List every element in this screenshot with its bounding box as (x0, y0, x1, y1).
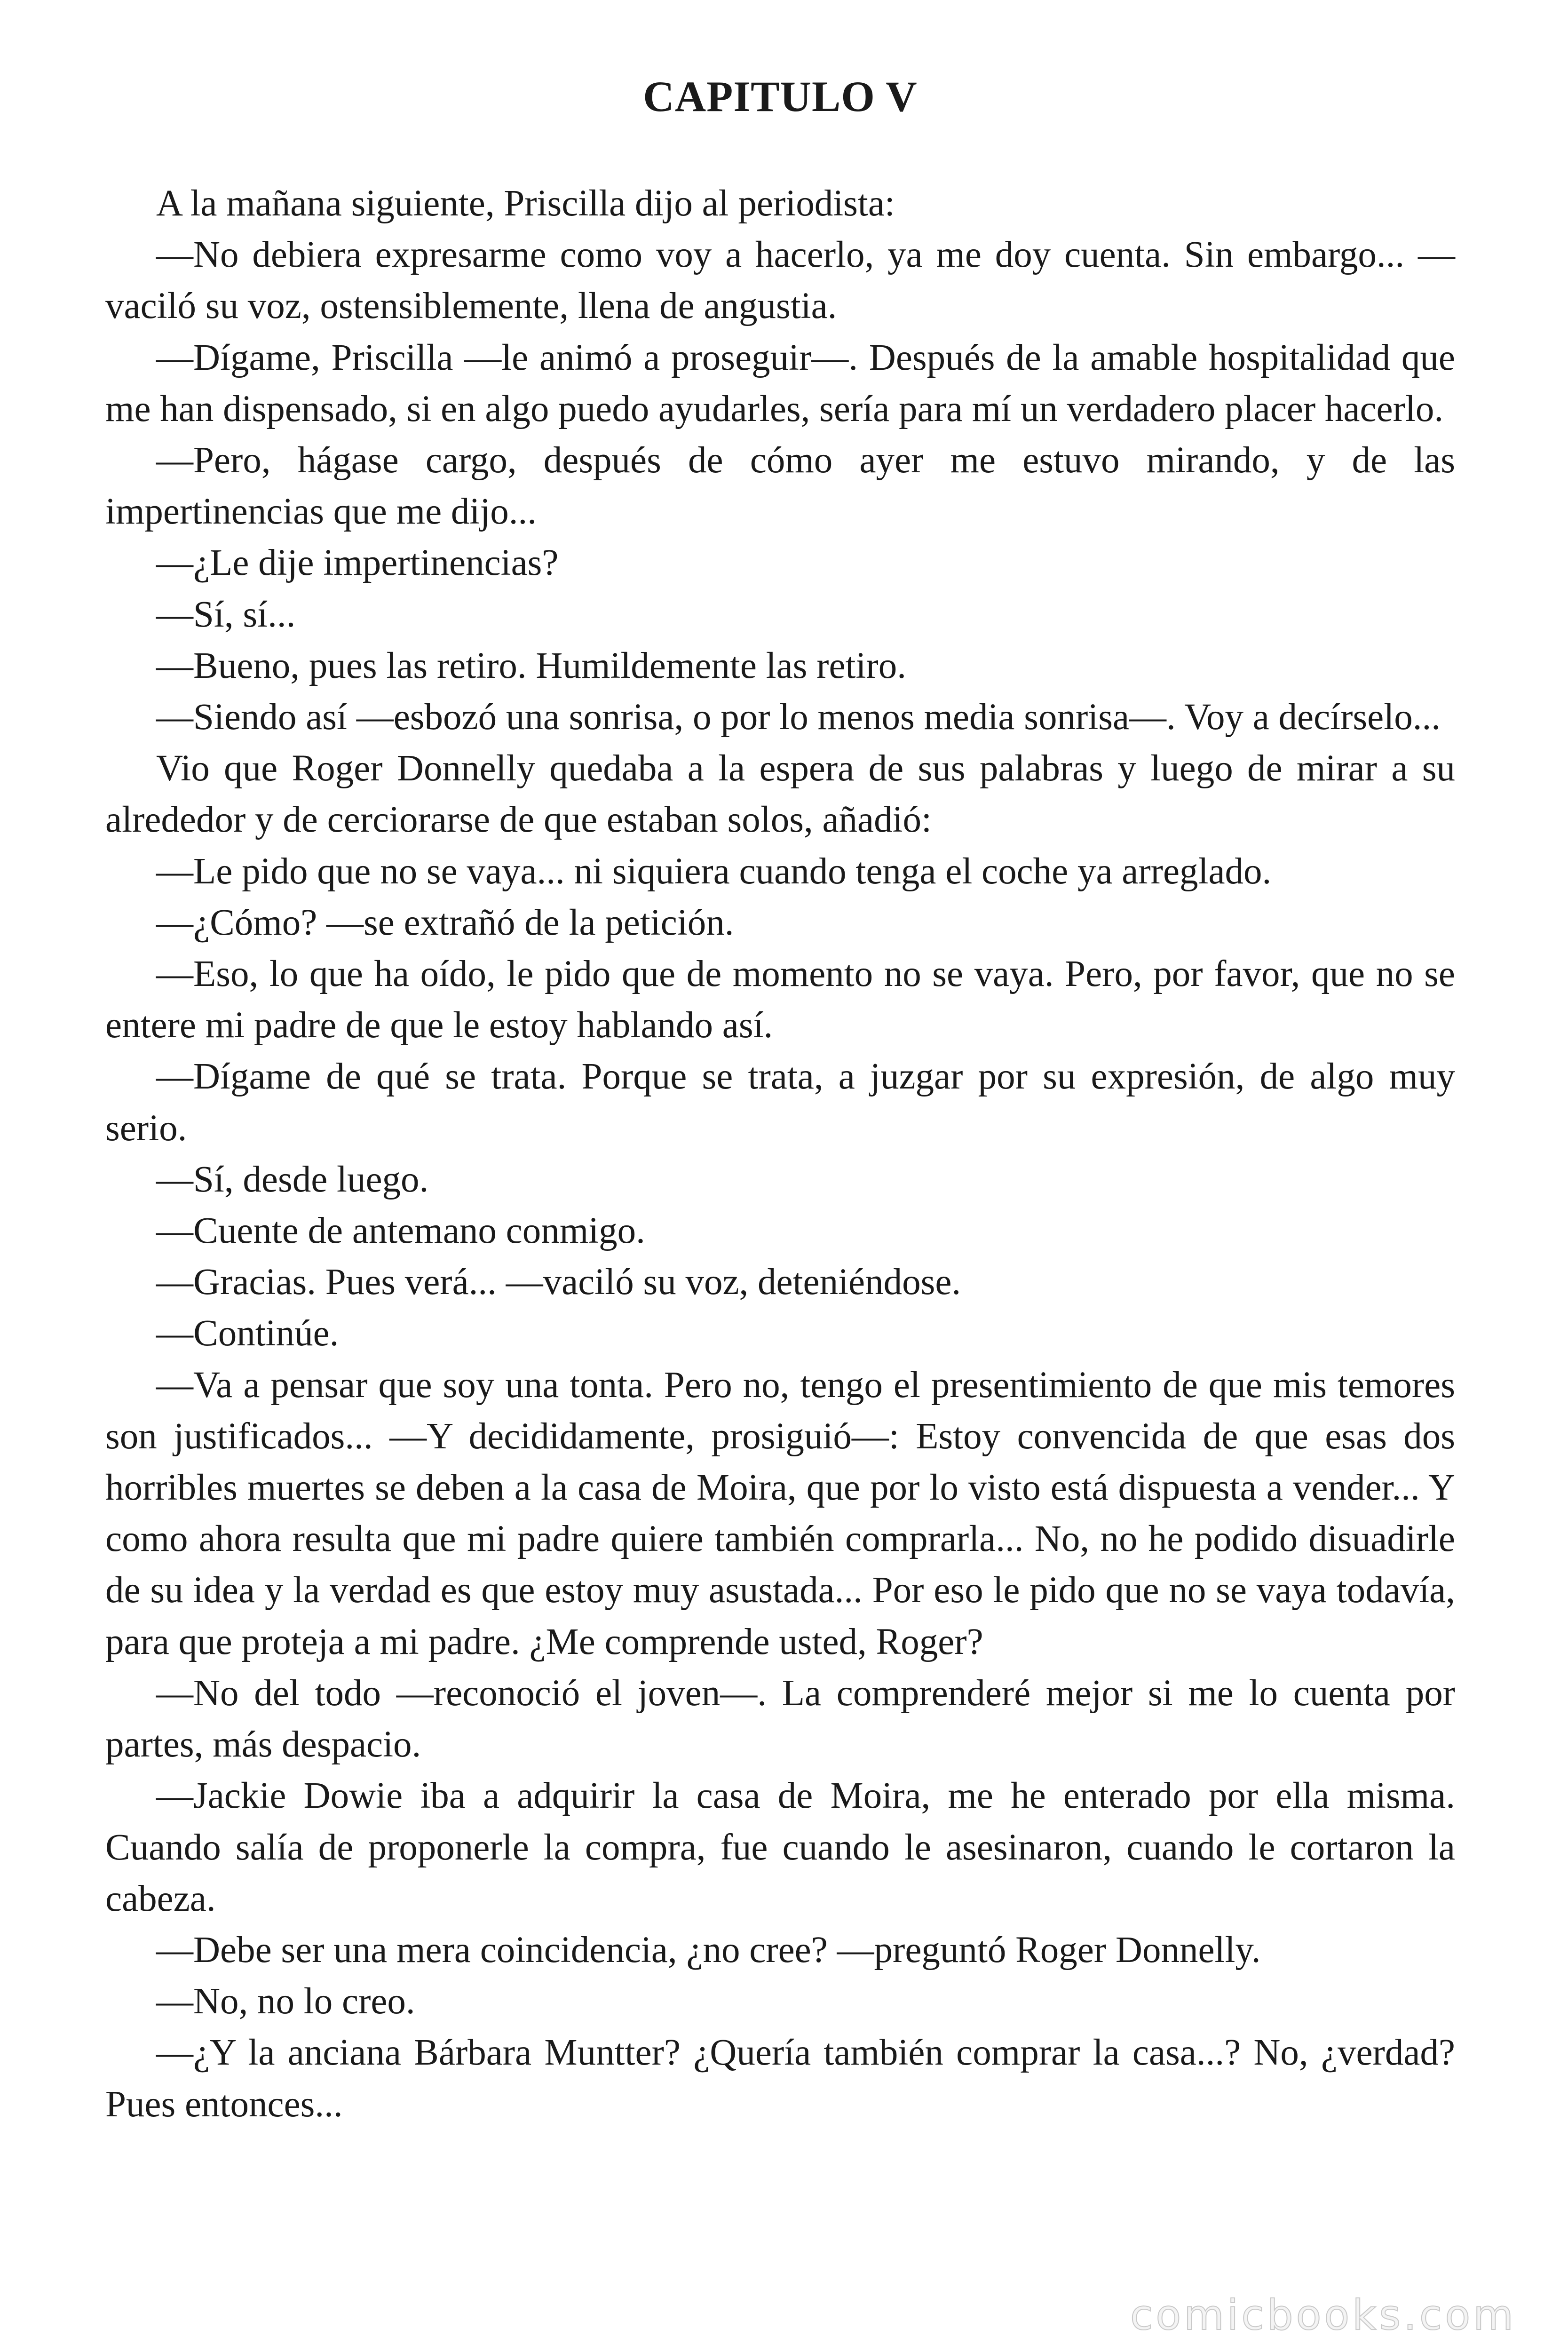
paragraph: —Continúe. (156, 1313, 339, 1354)
paragraph: —No, no lo creo. (156, 1981, 415, 2022)
site-watermark: comicbooks.com (1130, 2291, 1516, 2339)
paragraph: A la mañana siguiente, Priscilla dijo al periodista: (156, 183, 895, 224)
paragraph: Vio que Roger Donnelly quedaba a la espera de sus palabras y luego de mirar a su alrededor y de cerciorarse de que estaban solos, añadió: (105, 748, 1455, 841)
paragraph: —¿Le dije impertinencias? (156, 542, 559, 584)
paragraph: —Dígame, Priscilla —le animó a proseguir—. Después de la amable hospitalidad que me han dispensado, si en algo puedo ayudarles, sería para mí un verdadero placer hacerlo. (105, 337, 1455, 429)
paragraph: —Pero, hágase cargo, después de cómo ayer me estuvo mirando, y de las impertinencias que me dijo... (105, 440, 1455, 532)
paragraph: —Sí, sí... (156, 594, 296, 635)
paragraph: —Jackie Dowie iba a adquirir la casa de Moira, me he enterado por ella misma. Cuando salía de proponerle la compra, fue cuando le asesinaron, cuando le cortaron la cabeza. (105, 1775, 1455, 1919)
paragraph: —Va a pensar que soy una tonta. Pero no, tengo el presentimiento de que mis temores son justificados... —Y decididamente, prosiguió—: Estoy convencida de que esas dos horribles muertes se deben a la casa de Moira, que por lo visto está dispuesta a vender... Y como ahora resulta que mi padre quiere también comprarla... No, no he podido disuadirle de su idea y la verdad es que estoy muy asustada... Por eso le pido que no se vaya todavía, para que proteja a mi padre. ¿Me comprende usted, Roger? (105, 1364, 1455, 1662)
paragraph: —¿Cómo? —se extrañó de la petición. (156, 902, 734, 943)
chapter-body (105, 178, 1455, 2130)
chapter-title: CAPITULO V (643, 72, 918, 120)
paragraph: —Sí, desde luego. (156, 1159, 429, 1200)
paragraph: —No debiera expresarme como voy a hacerlo, ya me doy cuenta. Sin embargo... —vaciló su voz, ostensiblemente, llena de angustia. (105, 234, 1455, 327)
paragraph: —Cuente de antemano conmigo. (156, 1210, 645, 1252)
paragraph: —Siendo así —esbozó una sonrisa, o por lo menos media sonrisa—. Voy a decírselo... (156, 697, 1441, 738)
paragraph: —¿Y la anciana Bárbara Muntter? ¿Quería también comprar la casa...? No, ¿verdad? Pues entonces... (105, 2032, 1455, 2125)
paragraph: —Gracias. Pues verá... —vaciló su voz, deteniéndose. (156, 1262, 961, 1303)
paragraph: —Le pido que no se vaya... ni siquiera cuando tenga el coche ya arreglado. (156, 850, 1272, 892)
paragraph: —No del todo —reconoció el joven—. La comprenderé mejor si me lo cuenta por partes, más despacio. (105, 1672, 1455, 1765)
paragraph: —Bueno, pues las retiro. Humildemente las retiro. (156, 645, 906, 686)
paragraph: —Eso, lo que ha oído, le pido que de momento no se vaya. Pero, por favor, que no se entere mi padre de que le estoy hablando así. (105, 954, 1455, 1046)
paragraph: —Dígame de qué se trata. Porque se trata, a juzgar por su expresión, de algo muy serio. (105, 1056, 1455, 1149)
paragraph: —Debe ser una mera coincidencia, ¿no cree? —preguntó Roger Donnelly. (156, 1929, 1261, 1971)
